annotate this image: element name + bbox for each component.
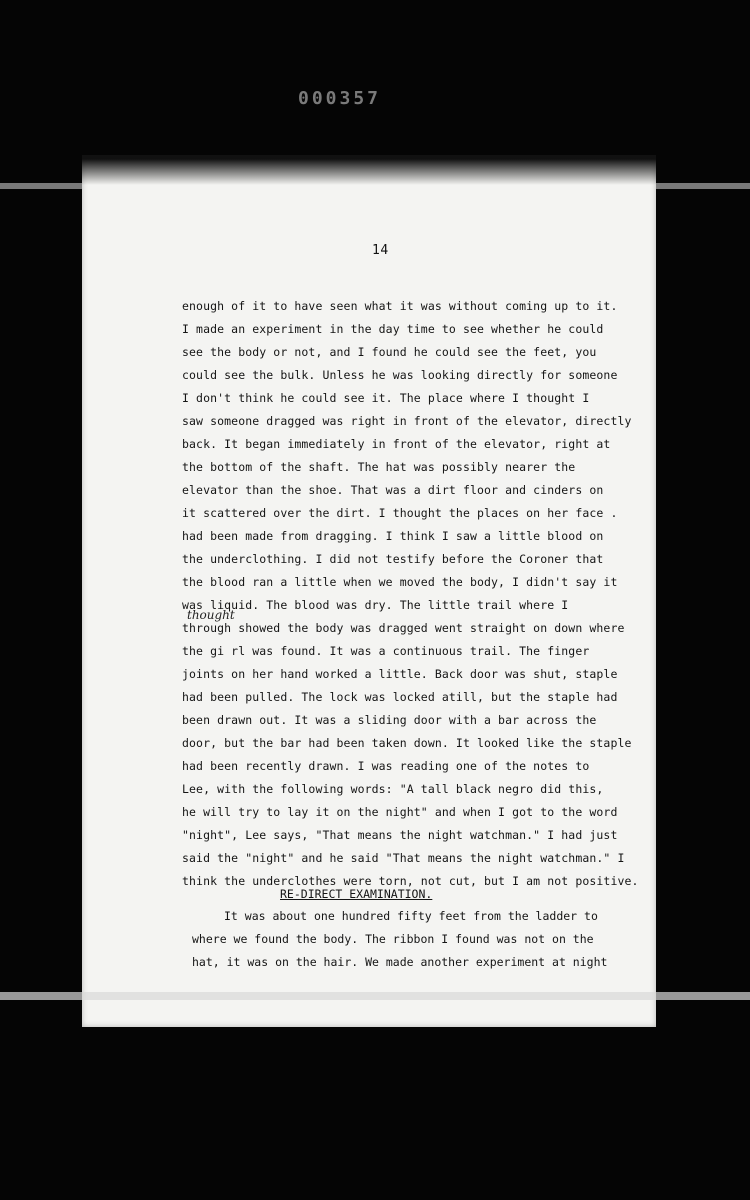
text-line: been drawn out. It was a sliding door with a bar across the [182,713,597,727]
text-line: hat, it was on the hair. We made another experiment at night [192,955,608,969]
text-line: through showed the body was dragged went straight on down where [182,621,625,635]
text-line: elevator than the shoe. That was a dirt floor and cinders on [182,483,604,497]
text-line: think the underclothes were torn, not cut, but I am not positive. [182,874,639,888]
text-line: back. It began immediately in front of the elevator, right at [182,437,611,451]
text-line: had been pulled. The lock was locked atill, but the staple had [182,690,618,704]
text-line: joints on her hand worked a little. Back door was shut, staple [182,667,618,681]
redirect-text [192,905,632,974]
text-line: I made an experiment in the day time to see whether he could [182,322,604,336]
testimony-text [182,295,639,893]
text-line: the gi rl was found. It was a continuous trail. The finger [182,644,590,658]
text-line: had been recently drawn. I was reading one of the notes to [182,759,590,773]
binder-strip-bottom [0,992,750,1000]
text-line: it scattered over the dirt. I thought the places on her face . [182,506,618,520]
text-line: where we found the body. The ribbon I found was not on the [192,932,594,946]
text-line: could see the bulk. Unless he was looking directly for someone [182,368,618,382]
text-line: It was about one hundred fifty feet from the ladder to [224,909,598,923]
text-line: see the body or not, and I found he could see the feet, you [182,345,597,359]
text-line: he will try to lay it on the night" and when I got to the word [182,805,618,819]
text-line: said the "night" and he said "That means the night watchman." I [182,851,625,865]
text-line: Lee, with the following words: "A tall black negro did this, [182,782,604,796]
section-heading: RE-DIRECT EXAMINATION. [280,887,433,901]
text-line: the blood ran a little when we moved the body, I didn't say it [182,575,618,589]
text-line: enough of it to have seen what it was without coming up to it. [182,299,618,313]
text-line: was liquid. The blood was dry. The little trail where I [182,598,569,612]
text-line: the underclothing. I did not testify before the Coroner that [182,552,604,566]
text-line: saw someone dragged was right in front of the elevator, directly [182,414,632,428]
handwritten-correction: thought [187,608,235,622]
text-line: "night", Lee says, "That means the night watchman." I had just [182,828,618,842]
document-page [82,155,656,1027]
text-line: the bottom of the shaft. The hat was possibly nearer the [182,460,576,474]
page-number: 14 [372,243,389,258]
text-line: I don't think he could see it. The place where I thought I [182,391,590,405]
text-line: had been made from dragging. I think I saw a little blood on [182,529,604,543]
microfilm-frame-number: 000357 [298,88,382,109]
text-line: door, but the bar had been taken down. It looked like the staple [182,736,632,750]
